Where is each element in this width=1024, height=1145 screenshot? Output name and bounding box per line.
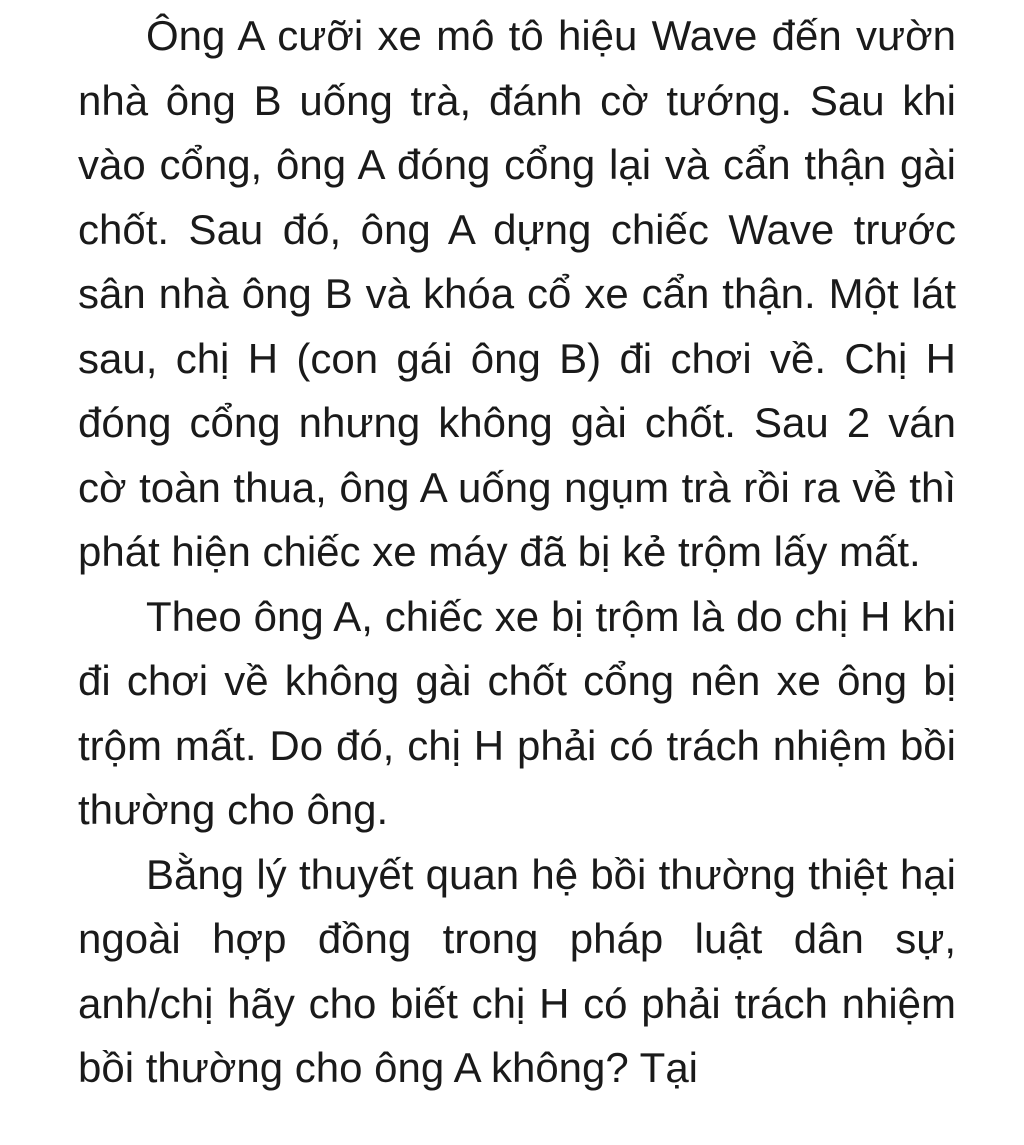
paragraph-case-facts: Ông A cưỡi xe mô tô hiệu Wave đến vườn nhà ông B uống trà, đánh cờ tướng. Sau khi vào cổng, ông A đóng cổng lại và cẩn thận gài chốt. Sau đó, ông A dựng chiếc Wave trước sân nhà ông B và khóa cổ xe cẩn thận. Một lát sau, chị H (con gái ông B) đi chơi về. Chị H đóng cổng nhưng không gài chốt. Sau 2 ván cờ toàn thua, ông A uống ngụm trà rồi ra về thì phát hiện chiếc xe máy đã bị kẻ trộm lấy mất. (78, 12, 956, 575)
document-body (78, 4, 956, 1101)
paragraph-question: Bằng lý thuyết quan hệ bồi thường thiệt hại ngoài hợp đồng trong pháp luật dân sự, anh/chị hãy cho biết chị H có phải trách nhiệm bồi thường cho ông A không? Tại (78, 850, 956, 1091)
paragraph-claim: Theo ông A, chiếc xe bị trộm là do chị H khi đi chơi về không gài chốt cổng nên xe ông bị trộm mất. Do đó, chị H phải có trách nhiệm bồi thường cho ông. (78, 592, 956, 833)
